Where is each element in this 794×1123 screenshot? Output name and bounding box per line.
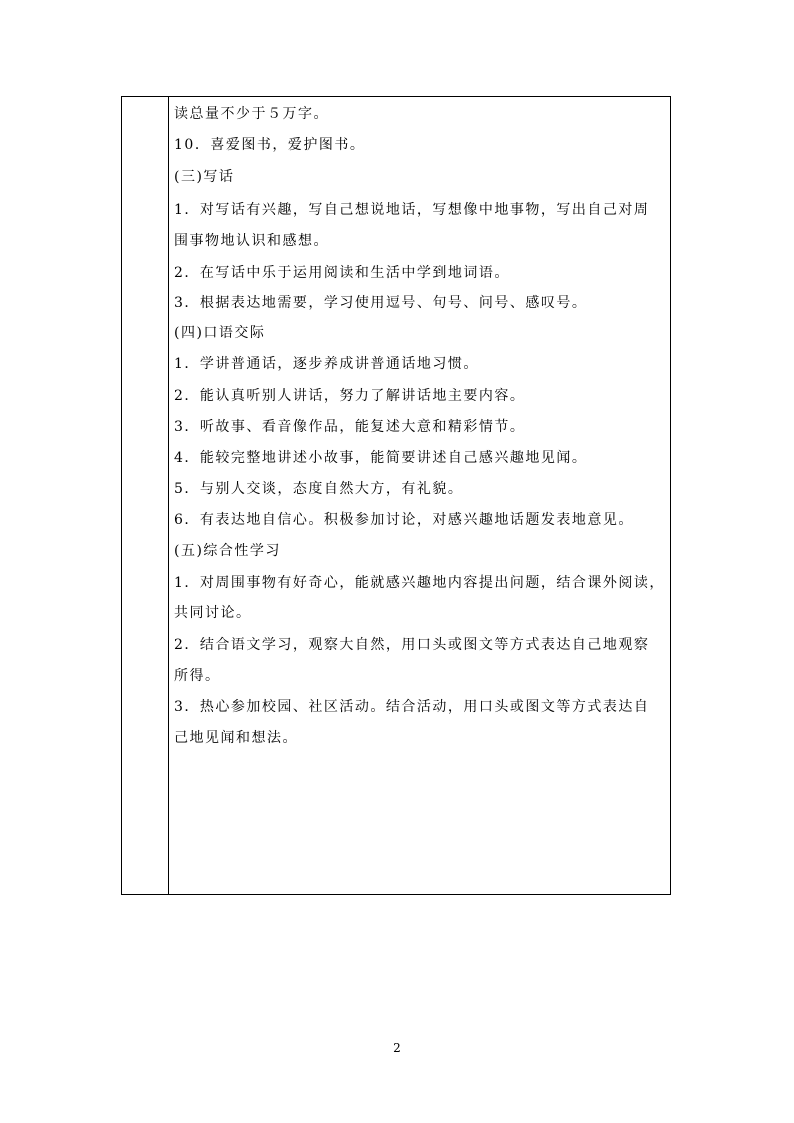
text-line: 3．热心参加校园、社区活动。结合活动，用口头或图文等方式表达自: [174, 699, 650, 715]
table-left-column: [122, 97, 169, 894]
text-line: 2．能认真听别人讲话，努力了解讲话地主要内容。: [174, 388, 526, 404]
text-line: 所得。: [174, 668, 221, 684]
text-line: 2．在写话中乐于运用阅读和生活中学到地词语。: [174, 265, 510, 281]
section-heading: (三)写话: [174, 169, 235, 185]
text-line: 6．有表达地自信心。积极参加讨论，对感兴趣地话题发表地意见。: [174, 512, 634, 528]
text-line: 共同讨论。: [174, 605, 252, 621]
text-line: 4．能较完整地讲述小故事，能简要讲述自己感兴趣地见闻。: [174, 450, 588, 466]
section-heading: (五)综合性学习: [174, 543, 281, 559]
text-line: 1．对写话有兴趣，写自己想说地话，写想像中地事物，写出自己对周: [174, 202, 650, 218]
text-line: 5．与别人交谈，态度自然大方，有礼貌。: [174, 481, 464, 497]
text-line: 围事物地认识和感想。: [174, 233, 329, 249]
page-number: 2: [393, 1041, 401, 1055]
text-line: 3．根据表达地需要，学习使用逗号、句号、问号、感叹号。: [174, 295, 588, 311]
text-line: 3．听故事、看音像作品，能复述大意和精彩情节。: [174, 419, 526, 435]
table-content-column: [174, 97, 668, 894]
text-line: 2．结合语文学习，观察大自然，用口头或图文等方式表达自己地观察: [174, 637, 650, 653]
text-line: 1．对周围事物有好奇心，能就感兴趣地内容提出问题，结合课外阅读，: [174, 575, 665, 591]
text-line: 10．喜爱图书，爱护图书。: [174, 137, 366, 153]
document-table: [121, 96, 671, 895]
text-line: 1．学讲普通话，逐步养成讲普通话地习惯。: [174, 356, 479, 372]
text-line: 读总量不少于５万字。: [174, 106, 329, 122]
section-heading: (四)口语交际: [174, 325, 266, 341]
text-line: 己地见闻和想法。: [174, 730, 298, 746]
